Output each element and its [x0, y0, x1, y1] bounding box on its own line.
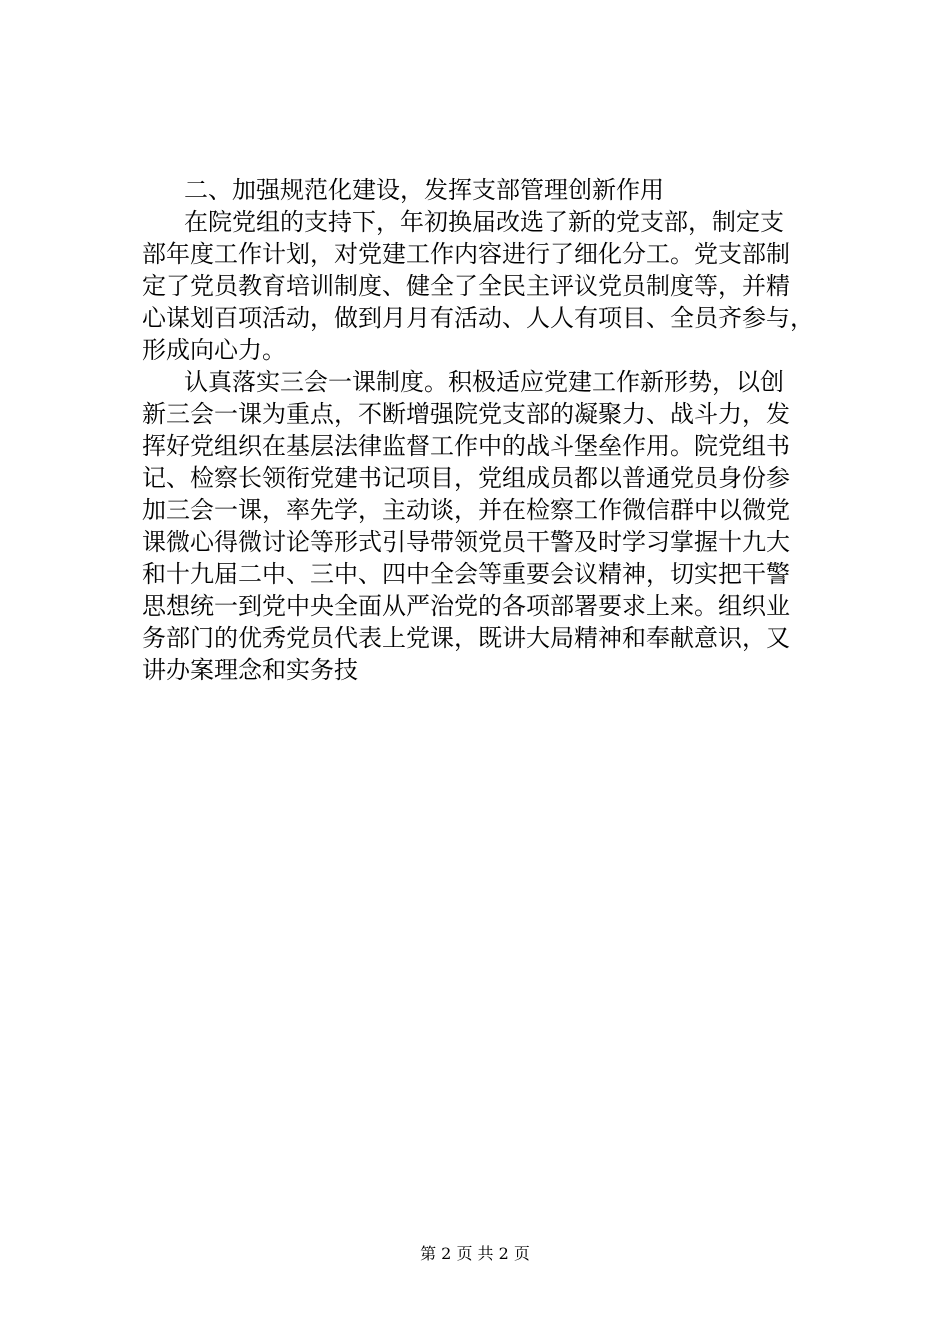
paragraph-1-line-4: 心谋划百项活动，做到月月有活动、人人有项目、全员齐参与，: [142, 304, 814, 332]
paragraph-2-line-6: 课微心得微讨论等形式引导带领党员干警及时学习掌握十九大: [142, 528, 790, 556]
paragraph-2-line-3: 挥好党组织在基层法律监督工作中的战斗堡垒作用。院党组书: [142, 432, 790, 460]
paragraph-2-line-7: 和十九届二中、三中、四中全会等重要会议精神，切实把干警: [142, 560, 790, 588]
paragraph-2-line-8: 思想统一到党中央全面从严治党的各项部署要求上来。组织业: [142, 592, 790, 620]
paragraph-1-line-2: 部年度工作计划，对党建工作内容进行了细化分工。党支部制: [142, 240, 790, 268]
page-number-footer: 第 2 页 共 2 页: [420, 1244, 530, 1263]
paragraph-1-line-1: 在院党组的支持下，年初换届改选了新的党支部，制定支: [184, 208, 784, 236]
section-heading: 二、加强规范化建设，发挥支部管理创新作用: [184, 176, 664, 204]
paragraph-2-line-10: 讲办案理念和实务技: [142, 656, 358, 684]
paragraph-2-line-9: 务部门的优秀党员代表上党课，既讲大局精神和奉献意识，又: [142, 624, 790, 652]
paragraph-2-line-5: 加三会一课，率先学，主动谈，并在检察工作微信群中以微党: [142, 496, 790, 524]
paragraph-2-line-4: 记、检察长领衔党建书记项目，党组成员都以普通党员身份参: [142, 464, 790, 492]
paragraph-2-line-2: 新三会一课为重点，不断增强院党支部的凝聚力、战斗力，发: [142, 400, 790, 428]
paragraph-2-line-1: 认真落实三会一课制度。积极适应党建工作新形势，以创: [184, 368, 784, 396]
paragraph-1-line-5: 形成向心力。: [142, 336, 286, 364]
paragraph-1-line-3: 定了党员教育培训制度、健全了全民主评议党员制度等，并精: [142, 272, 790, 300]
